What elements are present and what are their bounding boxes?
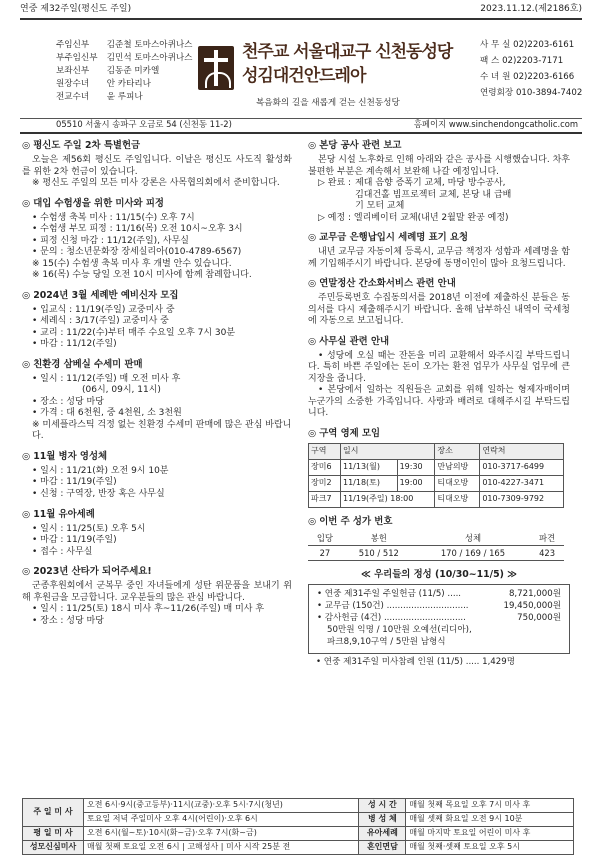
notice-hymns: ◎ 이번 주 성가 번호 입당 봉헌 성체 파견 27 510 / 512 170 / 169 / 165 423 xyxy=(308,516,570,561)
table-row: 장미2 11/18(토) 19:00 티대오방 010-4227-3471 xyxy=(309,475,564,491)
table-row: 토요일 저녁 주일미사 오후 4시(어린이)·오후 6시 병 성 체 매월 셋째 화요일 오전 9시 10분 xyxy=(23,813,574,827)
target-icon: ◎ xyxy=(22,197,31,209)
notice-office: ◎ 사무실 관련 안내 • 성당에 오실 때는 잔돈을 미리 교환해서 와주시길 부탁드립니다. 특히 바쁜 주일에는 돈이 오가는 환전 업무가 사무실 업무에 큰 지장을 줍니다. • 본당에서 일하는 직원들은 교회를 위해 일하는 형제자매이며 누군가의 소중한 가족입니다. 사랑과 배려로 대해주시길 부탁드립니다. xyxy=(308,335,570,419)
target-icon: ◎ xyxy=(22,140,31,151)
contact-row: 연령회장 010-3894-7402 xyxy=(480,88,583,98)
table-row: 성모신심미사 매월 첫째 토요일 오전 6시 | 고해성사 | 미사 시작 25분 전 혼인면담 매월 첫째·셋째 토요일 오후 5시 xyxy=(23,841,574,855)
target-icon: ◎ xyxy=(308,335,317,347)
notice-exam-mass: ◎ 대입 수험생을 위한 미사와 피정 • 수험생 축복 미사 : 11/15(수) 오후 7시 • 수험생 부모 피정 : 11/16(목) 오전 10시~오후 3시 • 피정 신청 마감 : 11/12(주일), 사무실 • 문의 : 청소년문화장 장세실리아(010-4789-6567) ※ 15(수) 수험생 축복 미사 후 개별 안수 있습니다. ※ 16(목) 수능 당일 오전 10시 미사에 함께 참례합니다. xyxy=(22,197,252,281)
offering-row: • 감사헌금 (4건) .............................. 750,000원 xyxy=(317,612,561,623)
notice-laity-sunday: ◎ 평신도 주일 2차 특별헌금 오늘은 제56회 평신도 주일입니다. 이날은 평신도 사도직 활성화를 위한 2차 헌금이 있습니다. ※ 평신도 주일의 모든 미사 강론은 사목협의회에서 준비합니다. xyxy=(22,140,292,189)
clergy-row: 보좌신부 김동준 미카엘 xyxy=(56,66,160,76)
issue-date: 2023.11.12.(제2186호) xyxy=(480,4,582,14)
hymn-table xyxy=(308,531,564,561)
target-icon: ◎ xyxy=(308,140,317,151)
offering-row: • 교무금 (150건) .............................. 19,450,000원 xyxy=(317,600,561,611)
notice-santa: ◎ 2023년 산타가 되어주세요! 군종후원회에서 군복무 중인 자녀들에게 성탄 위문품을 보내기 위해 후원금을 모금합니다. 교우분들의 많은 관심 바랍니다. • 일시 : 11/25(토) 18시 미사 후~11/26(주일) 매 미사 후 • 장소 : 성당 마당 xyxy=(22,566,292,626)
contact-list xyxy=(480,40,582,104)
parish-name: 천주교 서울대교구 신천동성당 xyxy=(242,42,453,62)
address: 05510 서울시 송파구 오금로 54 (신천동 11-2) xyxy=(56,119,232,129)
notice-scrubber-sale: ◎ 친환경 삼베실 수세미 판매 • 일시 : 11/12(주일) 매 오전 미사 후 (06시, 09시, 11시) • 장소 : 성당 마당 • 가격 : 대 6천원, 중 4천원, 소 3천원 ※ 미세플라스틱 걱정 없는 친환경 수세미 판매에 많은 관심 바랍니다. xyxy=(22,358,292,442)
target-icon: ◎ xyxy=(22,566,31,578)
mass-schedule-table xyxy=(22,798,574,855)
offering-row: • 연중 제31주일 주일헌금 (11/5) ..... 8,721,000원 xyxy=(317,588,561,599)
contact-row: 수 녀 원 02)2203-6166 xyxy=(480,72,575,82)
table-row: 27 510 / 512 170 / 169 / 165 423 xyxy=(308,545,564,560)
table-header: 입당 봉헌 성체 파견 xyxy=(308,531,564,546)
notice-district-meeting: ◎ 구역 영제 모임 구역 일시 장소 연락처 장미6 11/13(월) 19:30 만남의방 010-3717-6499 장미2 11/18(토) 19:00 티대오방 010-4227-3471 파크7 11/19(주일) 18:00 티대오방 010-7309-9792 xyxy=(308,428,570,508)
target-icon: ◎ xyxy=(308,515,317,527)
left-column xyxy=(22,140,292,635)
notice-sick-communion: ◎ 11월 병자 영성체 • 일시 : 11/21(화) 오전 9시 10분 • 마감 : 11/19(주일) • 신청 : 구역장, 반장 혹은 사무실 xyxy=(22,450,169,499)
notice-infant-baptism: ◎ 11월 유아세례 • 일시 : 11/25(토) 오후 5시 • 마감 : 11/19(주일) • 접수 : 사무실 xyxy=(22,508,146,557)
target-icon: ◎ xyxy=(22,289,31,301)
homepage-link[interactable]: 홈페이지 www.sinchendongcatholic.com xyxy=(413,119,578,129)
notice-catechumen: ◎ 2024년 3월 세례반 예비신자 모집 • 입교식 : 11/19(주일) 교중미사 중 • 세례식 : 3/17(주일) 교중미사 중 • 교리 : 11/22(수)부터 매주 수요일 오후 7시 30분 • 마감 : 11/12(주일) xyxy=(22,289,236,350)
notice-bank-deposit: ◎ 교무금 은행납입시 세례명 표기 요청 내년 교무금 자동이체 등록시, 교무금 책정자 성함과 세례명을 함께 기입해주시기 바랍니다. 본당에 동명이인이 많아 요청드립니다. xyxy=(308,232,570,269)
contact-row: 팩 스 02)2203-7171 xyxy=(480,56,564,66)
offering-box: • 연중 제31주일 주일헌금 (11/5) ..... 8,721,000원 • 교무금 (150건) .............................. 19,450,000원 • 감사헌금 (4건) .............................. 750,000원 50만원 익명 / 10만원 오예선(리디아), 파크8,9,10구역 / 5만원 남형식 xyxy=(308,584,570,654)
table-row: 장미6 11/13(월) 19:30 만남의방 010-3717-6499 xyxy=(309,459,564,475)
clergy-list xyxy=(56,40,216,105)
table-row: 평 일 미 사 오전 6시(월~토)·10시(화~금)·오후 7시(화~금) 유아세례 매월 마지막 토요일 어린이 미사 후 xyxy=(23,827,574,841)
clergy-row: 전교수녀 윤 루피나 xyxy=(56,92,143,102)
parish-logo-icon xyxy=(198,46,234,90)
offering-report xyxy=(308,569,570,668)
target-icon: ◎ xyxy=(308,232,317,244)
clergy-row: 주임신부 김준철 토마스아퀴나스 xyxy=(56,40,193,50)
clergy-row: 원장수녀 안 카타리나 xyxy=(56,79,151,89)
notice-tax: ◎ 연말정산 간소화서비스 관련 안내 주민등록번호 수집동의서를 2018년 이전에 제출하신 분들은 동의서를 다시 제출해주시기 바랍니다. 올해 납부하신 내역이 국세청에 자동으로 보고됩니다. xyxy=(308,278,570,327)
issue-sunday: 연중 제32주일(평신도 주일) xyxy=(20,4,132,14)
issue-bar xyxy=(20,4,582,20)
offering-title: ≪ 우리들의 정성 (10/30~11/5) ≫ xyxy=(361,568,517,580)
target-icon: ◎ xyxy=(308,278,317,290)
parish-patron: 성김대건안드레아 xyxy=(242,65,366,86)
target-icon: ◎ xyxy=(22,450,31,462)
parish-title xyxy=(242,42,472,88)
target-icon: ◎ xyxy=(22,358,31,370)
table-header: 구역 일시 장소 연락처 xyxy=(309,443,564,459)
contact-row: 사 무 실 02)2203-6161 xyxy=(480,40,575,50)
clergy-row: 부주임신부 김민석 토마스아퀴나스 xyxy=(56,53,193,63)
right-column xyxy=(308,140,570,676)
parish-motto: 복음화의 길을 새롭게 걷는 신천동성당 xyxy=(256,98,400,108)
attendance: • 연중 제31주일 미사참례 인원 (11/5) ..... 1,429명 xyxy=(316,656,516,667)
masthead xyxy=(20,40,582,118)
address-bar xyxy=(20,118,582,134)
notice-construction: ◎ 본당 공사 관련 보고 본당 시설 노후화로 인해 아래와 같은 공사를 시행했습니다. 차후 불편한 부분은 계속해서 보완해 나갈 예정입니다. ▷ 완료 : 제대 음향 증폭기 교체, 마당 방수공사, 김대건홀 빔프로젝터 교체, 본당 내 급배 기 모터 교체 ▷ 예정 : 엘리베이터 교체(내년 2월말 완공 예정) xyxy=(308,140,570,223)
table-row: 파크7 11/19(주일) 18:00 티대오방 010-7309-9792 xyxy=(309,491,564,507)
target-icon: ◎ xyxy=(22,508,31,520)
target-icon: ◎ xyxy=(308,427,317,439)
district-table xyxy=(308,443,564,508)
table-row: 주 일 미 사 오전 6시·9시(중고등부)·11시(교중)·오후 5시·7시(청년) 성 시 간 매월 첫째 목요일 오후 7시 미사 후 xyxy=(23,799,574,813)
